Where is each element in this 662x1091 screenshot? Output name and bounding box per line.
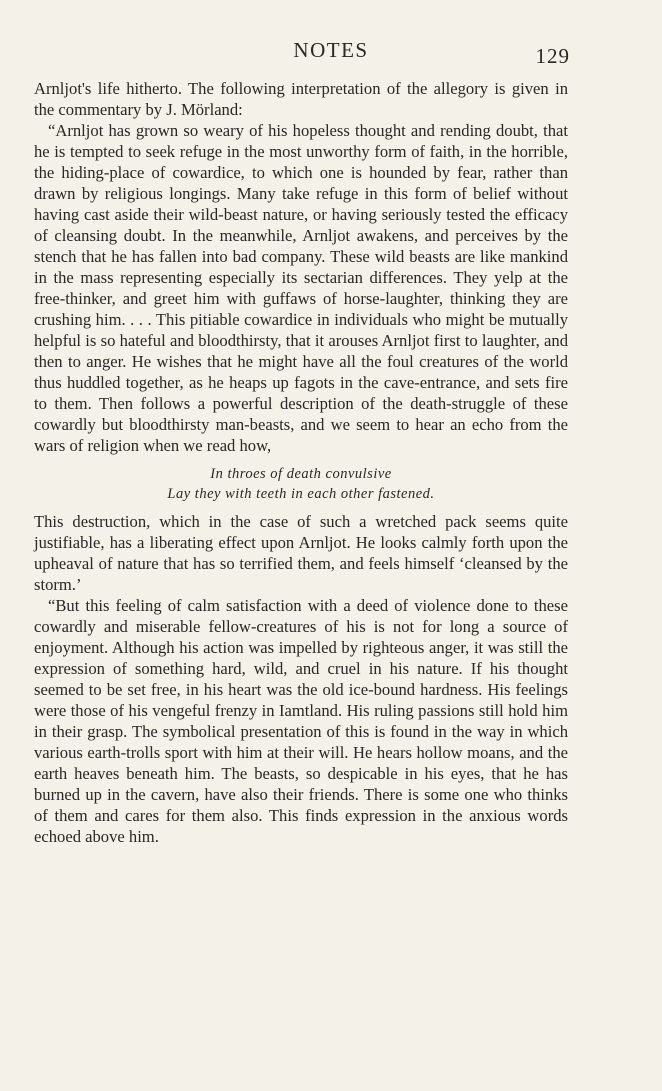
verse-quotation — [34, 464, 568, 504]
paragraph-intro: Arnljot's life hitherto. The following interpretation of the allegory is given in the commentary by J. Mörland: — [34, 79, 568, 119]
running-head: NOTES — [293, 38, 369, 62]
paragraph-destruction: This destruction, which in the case of such a wretched pack seems quite justifiable, has a liberating effect upon Arnljot. He looks calmly forth upon the upheaval of nature that has so terrified them, and feels himself ‘cleansed by the storm.’ — [34, 512, 568, 594]
verse-line: In throes of death convulsive — [210, 466, 392, 482]
body-text — [34, 78, 568, 847]
page-number: 129 — [535, 44, 570, 68]
verse-line: Lay they with teeth in each other fastened. — [167, 486, 435, 502]
paragraph-calm-satisfaction: “But this feeling of calm satisfaction with a deed of violence done to these cowardly and miserable fellow-creatures of his is not for long a source of enjoyment. Although his action was impelled by righteous anger, it was still the expression of something hard, wild, and cruel in his nature. If his thought seemed to be set free, in his heart was the old ice-bound hardness. His feelings were those of his vengeful frenzy in Iamtland. His ruling passions still hold him in their grasp. The symbolical presentation of this is found in the way in which various earth-trolls sport with him at their will. He hears hollow moans, and the earth heaves beneath him. The beasts, so despicable in his eyes, that he has burned up in the cavern, have also their friends. There is some one who thinks of them and cares for them also. This finds expression in the anxious words echoed above him. — [34, 596, 568, 846]
paragraph-commentary-quote: “Arnljot has grown so weary of his hopeless thought and rending doubt, that he is tempted to seek refuge in the most unworthy form of faith, in the horrible, the hiding-place of cowardice, to which one is hounded by fear, rather than drawn by religious longings. Many take refuge in this form of belief without having cast aside their wild-beast nature, or having seriously tested the efficacy of cleansing doubt. In the meanwhile, Arnljot awakens, and perceives by the stench that he has fallen into bad company. These wild beasts are like mankind in the mass representing especially its sectarian differences. They yelp at the free-thinker, and greet him with guffaws of horse-laughter, thinking they are crushing him. . . . This pitiable cowardice in individuals who might be mutually helpful is so hateful and bloodthirsty, that it arouses Arnljot first to laughter, and then to anger. He wishes that he might have all the foul creatures of the world thus huddled together, as he heaps up fagots in the cave-entrance, and sets fire to them. Then follows a powerful description of the death-struggle of these cowardly but bloodthirsty man-beasts, and we seem to hear an echo from the wars of religion when we read how, — [34, 121, 568, 455]
page-header — [0, 38, 662, 68]
